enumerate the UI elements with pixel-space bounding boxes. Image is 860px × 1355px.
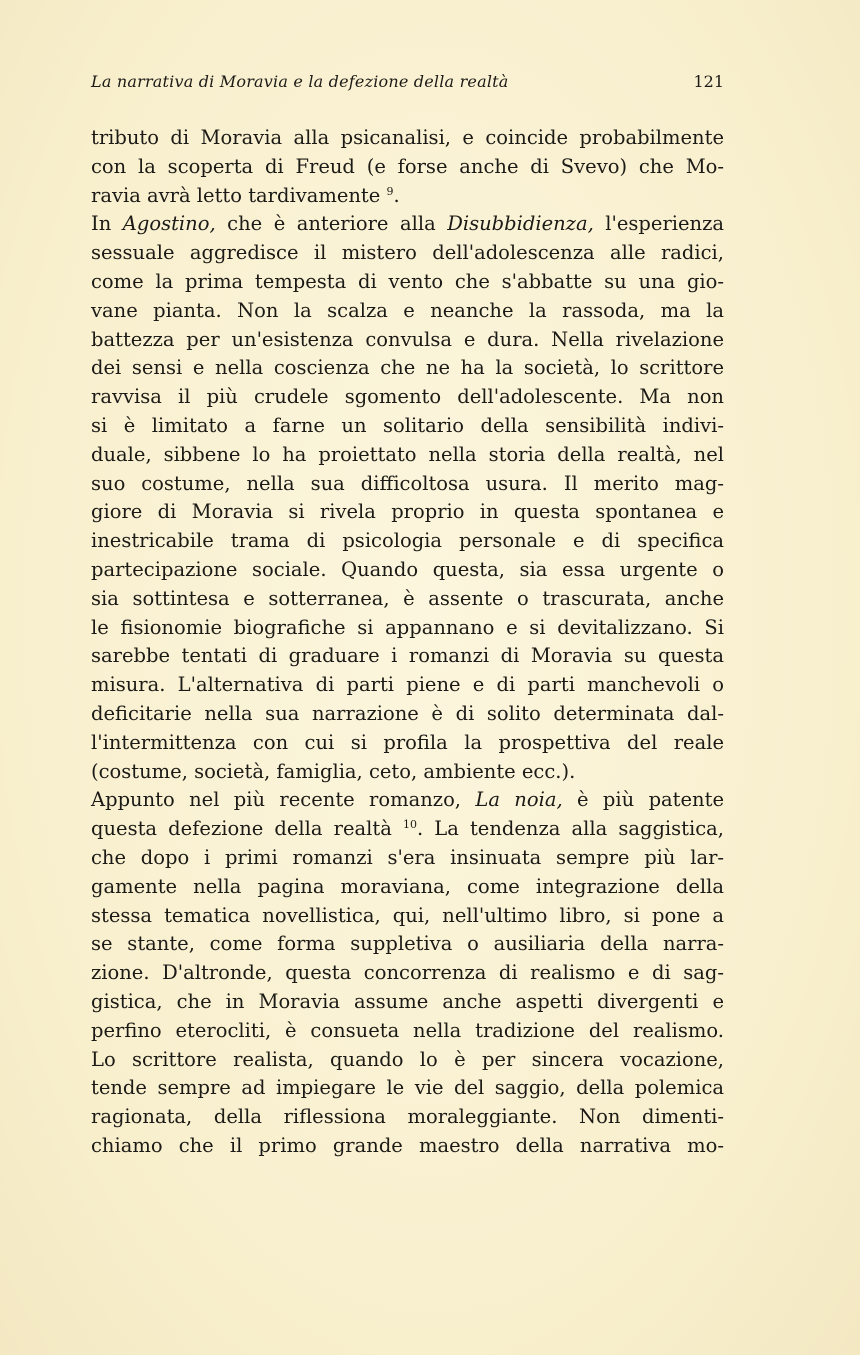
text-line bbox=[91, 786, 724, 815]
text-fragment: battezza per un'esistenza convulsa e dura. Nella rivelazione bbox=[91, 327, 724, 351]
text-line bbox=[91, 556, 724, 585]
text-line bbox=[91, 585, 724, 614]
text-fragment: zione. D'altronde, questa concorrenza di realismo e di sag- bbox=[91, 961, 724, 985]
text-line bbox=[91, 470, 724, 499]
text-line bbox=[91, 441, 724, 470]
text-fragment: ravia avrà letto tardivamente bbox=[91, 183, 387, 207]
text-line bbox=[91, 1103, 724, 1132]
text-fragment: tributo di Moravia alla psicanalisi, e coincide probabilmente bbox=[91, 126, 724, 149]
text-fragment: questa defezione della realtà bbox=[91, 817, 403, 841]
text-fragment: In bbox=[91, 212, 123, 236]
text-line bbox=[91, 383, 724, 412]
text-fragment: se stante, come forma suppletiva o ausiliaria della narra- bbox=[91, 932, 724, 956]
text-line bbox=[91, 527, 724, 556]
text-fragment: vane pianta. Non la scalza e neanche la rassoda, ma la bbox=[91, 298, 724, 322]
footnote-reference: 10 bbox=[402, 818, 417, 832]
text-line bbox=[91, 326, 724, 355]
text-fragment: Lo scrittore realista, quando lo è per sincera vocazione, bbox=[91, 1047, 724, 1071]
text-fragment: (costume, società, famiglia, ceto, ambiente ecc.). bbox=[91, 759, 576, 783]
text-fragment: Appunto nel più recente romanzo, bbox=[91, 788, 476, 812]
text-fragment: deficitarie nella sua narrazione è di solito determinata dal- bbox=[91, 701, 724, 725]
text-line bbox=[91, 182, 724, 211]
text-fragment: . La tendenza alla saggistica, bbox=[416, 817, 724, 841]
text-line bbox=[91, 354, 724, 383]
text-line bbox=[91, 614, 724, 643]
text-fragment: suo costume, nella sua difficoltosa usura. Il merito mag- bbox=[91, 471, 724, 495]
text-fragment: come la prima tempesta di vento che s'abbatte su una gio- bbox=[91, 269, 724, 293]
running-title: La narrativa di Moravia e la defezione della realtà bbox=[91, 72, 509, 91]
text-fragment: . bbox=[393, 183, 400, 207]
text-fragment: duale, sibbene lo ha proiettato nella storia della realtà, nel bbox=[91, 442, 724, 466]
text-fragment: misura. L'alternativa di parti piene e di parti manchevoli o bbox=[91, 673, 724, 697]
body-text bbox=[91, 124, 724, 1161]
text-line bbox=[91, 124, 724, 153]
text-line bbox=[91, 239, 724, 268]
text-fragment: sessuale aggredisce il mistero dell'adolescenza alle radici, bbox=[91, 241, 724, 265]
italic-title: Disubbidienza, bbox=[447, 212, 594, 236]
text-line bbox=[91, 1046, 724, 1075]
text-fragment: l'esperienza bbox=[593, 212, 725, 236]
text-line bbox=[91, 153, 724, 182]
text-fragment: partecipazione sociale. Quando questa, sia essa urgente o bbox=[91, 557, 724, 581]
footnote-reference: 9 bbox=[386, 184, 394, 198]
text-line bbox=[91, 412, 724, 441]
text-line bbox=[91, 700, 724, 729]
text-fragment: perfino eterocliti, è consueta nella tradizione del realismo. bbox=[91, 1018, 724, 1042]
text-line bbox=[91, 1017, 724, 1046]
text-line bbox=[91, 210, 724, 239]
text-fragment: dei sensi e nella coscienza che ne ha la società, lo scrittore bbox=[91, 356, 724, 380]
text-line bbox=[91, 1074, 724, 1103]
page-number: 121 bbox=[693, 72, 724, 91]
text-fragment: sia sottintesa e sotterranea, è assente o trascurata, anche bbox=[91, 586, 724, 610]
text-fragment: è più patente bbox=[562, 788, 724, 812]
text-fragment: l'intermittenza con cui si profila la prospettiva del reale bbox=[91, 730, 724, 754]
text-line bbox=[91, 988, 724, 1017]
text-line bbox=[91, 844, 724, 873]
text-fragment: che è anteriore alla bbox=[215, 212, 448, 236]
text-fragment: inestricabile trama di psicologia personale e di specifica bbox=[91, 529, 724, 553]
text-fragment: si è limitato a farne un solitario della sensibilità indivi- bbox=[91, 413, 724, 437]
text-line bbox=[91, 1132, 724, 1161]
text-line bbox=[91, 671, 724, 700]
text-fragment: che dopo i primi romanzi s'era insinuata sempre più lar- bbox=[91, 845, 724, 869]
text-fragment: ravvisa il più crudele sgomento dell'adolescente. Ma non bbox=[91, 385, 724, 409]
text-line bbox=[91, 758, 724, 787]
text-line bbox=[91, 268, 724, 297]
text-fragment: ragionata, della riflessiona moraleggiante. Non dimenti- bbox=[91, 1105, 724, 1129]
italic-title: Agostino, bbox=[122, 212, 216, 236]
italic-title: La noia, bbox=[475, 788, 563, 812]
text-line bbox=[91, 642, 724, 671]
text-fragment: gamente nella pagina moraviana, come integrazione della bbox=[91, 874, 724, 898]
running-head bbox=[91, 70, 724, 94]
text-fragment: le fisionomie biografiche si appannano e si devitalizzano. Si bbox=[91, 615, 724, 639]
text-fragment: gistica, che in Moravia assume anche aspetti divergenti e bbox=[91, 989, 724, 1013]
text-fragment: con la scoperta di Freud (e forse anche di Svevo) che Mo- bbox=[91, 154, 724, 178]
text-line bbox=[91, 729, 724, 758]
text-line bbox=[91, 815, 724, 844]
text-line bbox=[91, 959, 724, 988]
text-fragment: tende sempre ad impiegare le vie del saggio, della polemica bbox=[91, 1076, 724, 1100]
text-line bbox=[91, 498, 724, 527]
text-line bbox=[91, 902, 724, 931]
text-line bbox=[91, 297, 724, 326]
text-fragment: giore di Moravia si rivela proprio in questa spontanea e bbox=[91, 500, 724, 524]
text-fragment: stessa tematica novellistica, qui, nell'ultimo libro, si pone a bbox=[91, 903, 724, 927]
text-line bbox=[91, 930, 724, 959]
text-line bbox=[91, 873, 724, 902]
text-fragment: sarebbe tentati di graduare i romanzi di Moravia su questa bbox=[91, 644, 724, 668]
text-fragment: chiamo che il primo grande maestro della narrativa mo- bbox=[91, 1133, 724, 1157]
